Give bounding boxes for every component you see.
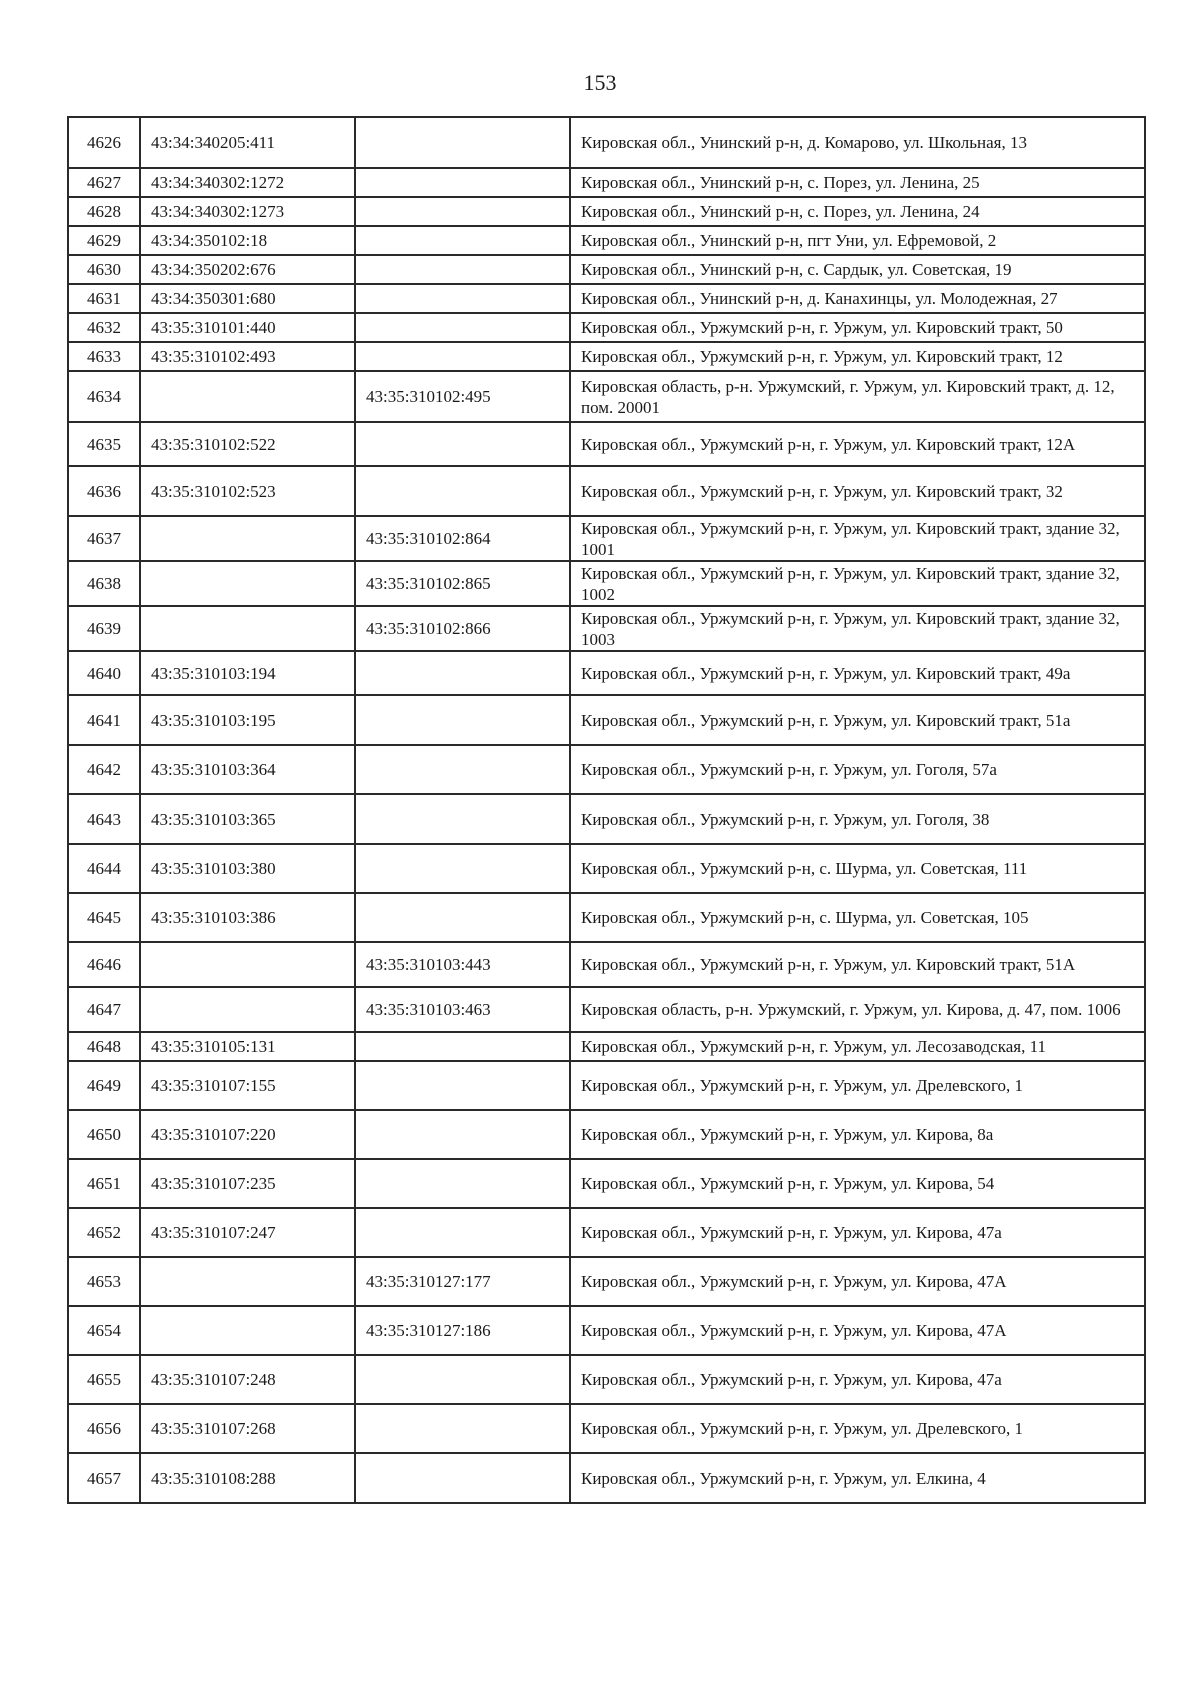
cadastral-number-cell: 43:35:310103:386 [140, 893, 355, 942]
row-number: 4648 [68, 1032, 140, 1061]
table-row [68, 651, 1145, 695]
table-row [68, 197, 1145, 226]
row-number: 4628 [68, 197, 140, 226]
related-cadastral-number-cell [355, 255, 570, 284]
cadastral-number-cell: 43:35:310107:268 [140, 1404, 355, 1453]
table-row [68, 117, 1145, 168]
property-registry-table [67, 116, 1146, 1504]
address-cell: Кировская обл., Уржумский р-н, г. Уржум, ул. Лесозаводская, 11 [570, 1032, 1145, 1061]
cadastral-number-cell: 43:35:310102:523 [140, 466, 355, 516]
cadastral-number-cell [140, 371, 355, 422]
related-cadastral-number-cell: 43:35:310127:177 [355, 1257, 570, 1306]
related-cadastral-number-cell [355, 1159, 570, 1208]
cadastral-number-cell [140, 1257, 355, 1306]
address-cell: Кировская обл., Уржумский р-н, г. Уржум, ул. Кирова, 54 [570, 1159, 1145, 1208]
related-cadastral-number-cell [355, 651, 570, 695]
table-row [68, 987, 1145, 1032]
cadastral-number-cell: 43:35:310103:364 [140, 745, 355, 794]
address-cell: Кировская обл., Уржумский р-н, г. Уржум, ул. Кировский тракт, 49а [570, 651, 1145, 695]
table-row [68, 168, 1145, 197]
row-number: 4630 [68, 255, 140, 284]
cadastral-number-cell: 43:35:310103:365 [140, 794, 355, 844]
address-cell: Кировская обл., Унинский р-н, с. Порез, ул. Ленина, 25 [570, 168, 1145, 197]
row-number: 4653 [68, 1257, 140, 1306]
row-number: 4650 [68, 1110, 140, 1159]
address-cell: Кировская обл., Уржумский р-н, г. Уржум, ул. Дрелевского, 1 [570, 1061, 1145, 1110]
related-cadastral-number-cell: 43:35:310102:495 [355, 371, 570, 422]
cadastral-number-cell: 43:35:310101:440 [140, 313, 355, 342]
table-row [68, 284, 1145, 313]
related-cadastral-number-cell [355, 893, 570, 942]
table-row [68, 745, 1145, 794]
related-cadastral-number-cell [355, 226, 570, 255]
row-number: 4651 [68, 1159, 140, 1208]
cadastral-number-cell [140, 606, 355, 651]
table-row [68, 942, 1145, 987]
related-cadastral-number-cell [355, 1032, 570, 1061]
related-cadastral-number-cell [355, 313, 570, 342]
related-cadastral-number-cell [355, 466, 570, 516]
cadastral-number-cell: 43:34:350202:676 [140, 255, 355, 284]
related-cadastral-number-cell [355, 168, 570, 197]
address-cell: Кировская обл., Уржумский р-н, с. Шурма, ул. Советская, 111 [570, 844, 1145, 893]
row-number: 4643 [68, 794, 140, 844]
table-row [68, 1306, 1145, 1355]
related-cadastral-number-cell [355, 342, 570, 371]
address-cell: Кировская обл., Уржумский р-н, г. Уржум, ул. Кировский тракт, 32 [570, 466, 1145, 516]
row-number: 4639 [68, 606, 140, 651]
row-number: 4647 [68, 987, 140, 1032]
table-row [68, 1355, 1145, 1404]
row-number: 4640 [68, 651, 140, 695]
table-row [68, 1110, 1145, 1159]
related-cadastral-number-cell: 43:35:310103:463 [355, 987, 570, 1032]
cadastral-number-cell: 43:35:310103:380 [140, 844, 355, 893]
row-number: 4631 [68, 284, 140, 313]
row-number: 4645 [68, 893, 140, 942]
table-row [68, 1061, 1145, 1110]
related-cadastral-number-cell: 43:35:310102:864 [355, 516, 570, 561]
row-number: 4641 [68, 695, 140, 745]
address-cell: Кировская обл., Уржумский р-н, г. Уржум, ул. Дрелевского, 1 [570, 1404, 1145, 1453]
address-cell: Кировская обл., Уржумский р-н, г. Уржум, ул. Кировский тракт, здание 32, 1002 [570, 561, 1145, 606]
address-cell: Кировская обл., Уржумский р-н, г. Уржум, ул. Кировский тракт, 12А [570, 422, 1145, 466]
related-cadastral-number-cell [355, 1110, 570, 1159]
address-cell: Кировская обл., Уржумский р-н, г. Уржум, ул. Кирова, 47а [570, 1208, 1145, 1257]
related-cadastral-number-cell [355, 1404, 570, 1453]
cadastral-number-cell [140, 516, 355, 561]
cadastral-number-cell: 43:34:350301:680 [140, 284, 355, 313]
table-row [68, 1453, 1145, 1503]
address-cell: Кировская обл., Унинский р-н, пгт Уни, ул. Ефремовой, 2 [570, 226, 1145, 255]
cadastral-number-cell [140, 561, 355, 606]
related-cadastral-number-cell [355, 844, 570, 893]
row-number: 4636 [68, 466, 140, 516]
table-row [68, 561, 1145, 606]
table-row [68, 844, 1145, 893]
related-cadastral-number-cell: 43:35:310127:186 [355, 1306, 570, 1355]
cadastral-number-cell [140, 987, 355, 1032]
row-number: 4656 [68, 1404, 140, 1453]
related-cadastral-number-cell: 43:35:310102:865 [355, 561, 570, 606]
cadastral-number-cell: 43:35:310107:220 [140, 1110, 355, 1159]
cadastral-number-cell: 43:34:340302:1273 [140, 197, 355, 226]
address-cell: Кировская обл., Уржумский р-н, г. Уржум, ул. Кировский тракт, 51а [570, 695, 1145, 745]
row-number: 4655 [68, 1355, 140, 1404]
related-cadastral-number-cell [355, 117, 570, 168]
related-cadastral-number-cell [355, 1208, 570, 1257]
cadastral-number-cell: 43:35:310107:248 [140, 1355, 355, 1404]
address-cell: Кировская обл., Унинский р-н, д. Комарово, ул. Школьная, 13 [570, 117, 1145, 168]
address-cell: Кировская обл., Уржумский р-н, г. Уржум, ул. Кирова, 47а [570, 1355, 1145, 1404]
cadastral-number-cell: 43:35:310103:195 [140, 695, 355, 745]
row-number: 4649 [68, 1061, 140, 1110]
table-row [68, 255, 1145, 284]
row-number: 4633 [68, 342, 140, 371]
table-row [68, 1257, 1145, 1306]
table-row [68, 371, 1145, 422]
cadastral-number-cell [140, 1306, 355, 1355]
table-row [68, 606, 1145, 651]
row-number: 4657 [68, 1453, 140, 1503]
related-cadastral-number-cell: 43:35:310102:866 [355, 606, 570, 651]
row-number: 4652 [68, 1208, 140, 1257]
cadastral-number-cell: 43:34:350102:18 [140, 226, 355, 255]
table-row [68, 342, 1145, 371]
page-number: 153 [583, 70, 617, 95]
related-cadastral-number-cell [355, 284, 570, 313]
cadastral-number-cell: 43:35:310107:155 [140, 1061, 355, 1110]
cadastral-number-cell: 43:35:310105:131 [140, 1032, 355, 1061]
table-row [68, 1404, 1145, 1453]
row-number: 4626 [68, 117, 140, 168]
row-number: 4638 [68, 561, 140, 606]
cadastral-number-cell: 43:34:340205:411 [140, 117, 355, 168]
related-cadastral-number-cell [355, 1453, 570, 1503]
row-number: 4646 [68, 942, 140, 987]
row-number: 4635 [68, 422, 140, 466]
address-cell: Кировская обл., Уржумский р-н, г. Уржум, ул. Гоголя, 57а [570, 745, 1145, 794]
address-cell: Кировская обл., Уржумский р-н, г. Уржум, ул. Гоголя, 38 [570, 794, 1145, 844]
address-cell: Кировская обл., Уржумский р-н, г. Уржум, ул. Кировский тракт, 12 [570, 342, 1145, 371]
table-row [68, 1208, 1145, 1257]
cadastral-number-cell: 43:35:310108:288 [140, 1453, 355, 1503]
related-cadastral-number-cell [355, 197, 570, 226]
table-row [68, 422, 1145, 466]
address-cell: Кировская область, р-н. Уржумский, г. Уржум, ул. Кировский тракт, д. 12, пом. 20001 [570, 371, 1145, 422]
row-number: 4627 [68, 168, 140, 197]
table-row [68, 794, 1145, 844]
address-cell: Кировская обл., Уржумский р-н, г. Уржум, ул. Кировский тракт, здание 32, 1001 [570, 516, 1145, 561]
row-number: 4629 [68, 226, 140, 255]
table-row [68, 1032, 1145, 1061]
row-number: 4642 [68, 745, 140, 794]
related-cadastral-number-cell [355, 695, 570, 745]
cadastral-number-cell [140, 942, 355, 987]
table-row [68, 313, 1145, 342]
address-cell: Кировская обл., Уржумский р-н, г. Уржум, ул. Кировский тракт, 50 [570, 313, 1145, 342]
row-number: 4644 [68, 844, 140, 893]
table-row [68, 1159, 1145, 1208]
related-cadastral-number-cell [355, 794, 570, 844]
row-number: 4634 [68, 371, 140, 422]
address-cell: Кировская обл., Уржумский р-н, г. Уржум, ул. Кировский тракт, здание 32, 1003 [570, 606, 1145, 651]
table-row [68, 226, 1145, 255]
address-cell: Кировская обл., Унинский р-н, с. Порез, ул. Ленина, 24 [570, 197, 1145, 226]
cadastral-number-cell: 43:35:310102:522 [140, 422, 355, 466]
cadastral-number-cell: 43:35:310107:235 [140, 1159, 355, 1208]
address-cell: Кировская обл., Унинский р-н, д. Канахинцы, ул. Молодежная, 27 [570, 284, 1145, 313]
table-body [68, 117, 1145, 1503]
address-cell: Кировская обл., Уржумский р-н, г. Уржум, ул. Кировский тракт, 51А [570, 942, 1145, 987]
address-cell: Кировская обл., Уржумский р-н, г. Уржум, ул. Кирова, 8а [570, 1110, 1145, 1159]
cadastral-number-cell: 43:34:340302:1272 [140, 168, 355, 197]
table-row [68, 466, 1145, 516]
cadastral-number-cell: 43:35:310107:247 [140, 1208, 355, 1257]
address-cell: Кировская обл., Уржумский р-н, с. Шурма, ул. Советская, 105 [570, 893, 1145, 942]
address-cell: Кировская обл., Уржумский р-н, г. Уржум, ул. Кирова, 47А [570, 1306, 1145, 1355]
row-number: 4637 [68, 516, 140, 561]
table-row [68, 695, 1145, 745]
related-cadastral-number-cell [355, 422, 570, 466]
address-cell: Кировская область, р-н. Уржумский, г. Уржум, ул. Кирова, д. 47, пом. 1006 [570, 987, 1145, 1032]
address-cell: Кировская обл., Унинский р-н, с. Сардык, ул. Советская, 19 [570, 255, 1145, 284]
related-cadastral-number-cell [355, 745, 570, 794]
address-cell: Кировская обл., Уржумский р-н, г. Уржум, ул. Елкина, 4 [570, 1453, 1145, 1503]
table-row [68, 516, 1145, 561]
cadastral-number-cell: 43:35:310102:493 [140, 342, 355, 371]
related-cadastral-number-cell: 43:35:310103:443 [355, 942, 570, 987]
cadastral-number-cell: 43:35:310103:194 [140, 651, 355, 695]
table-row [68, 893, 1145, 942]
address-cell: Кировская обл., Уржумский р-н, г. Уржум, ул. Кирова, 47А [570, 1257, 1145, 1306]
related-cadastral-number-cell [355, 1355, 570, 1404]
row-number: 4632 [68, 313, 140, 342]
related-cadastral-number-cell [355, 1061, 570, 1110]
row-number: 4654 [68, 1306, 140, 1355]
